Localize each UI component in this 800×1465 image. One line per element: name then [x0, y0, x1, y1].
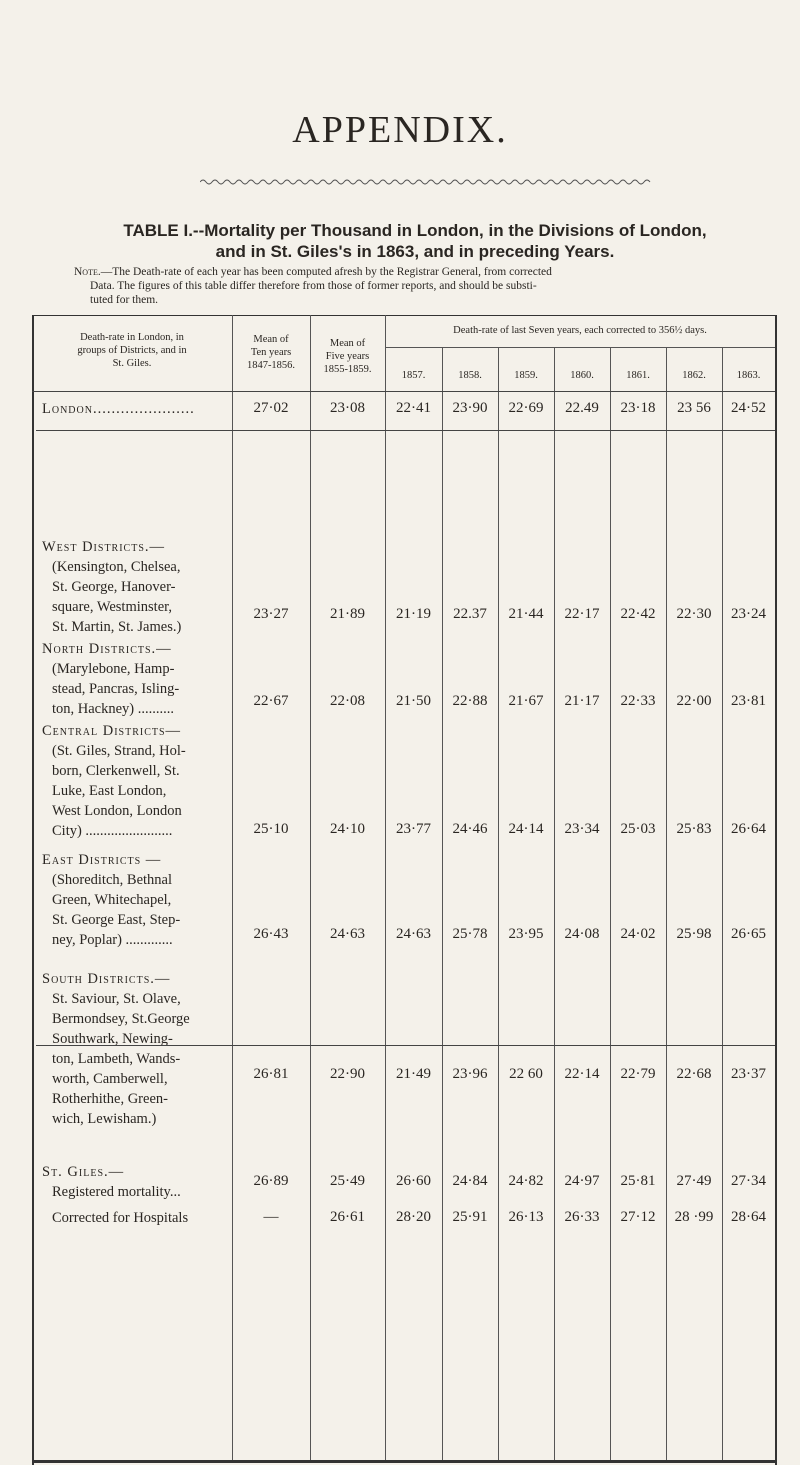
table-cell: 22·41 — [396, 400, 431, 416]
row-label-line: St. Martin, St. James.) — [52, 619, 182, 635]
table-border-top — [32, 315, 775, 316]
table-cell: 22·00 — [676, 693, 712, 709]
table-cell: 22·69 — [508, 400, 544, 416]
table-cell: 22·30 — [676, 606, 712, 622]
table-cell: 26·64 — [731, 821, 766, 837]
row-rule — [36, 430, 775, 431]
row-label — [42, 721, 230, 841]
table-cell: 23·90 — [452, 400, 488, 416]
table-cell: 21·89 — [330, 606, 365, 622]
table-cell: 24·63 — [330, 926, 365, 942]
row-group-heading: East Districts — — [42, 852, 162, 868]
table-cell: 22.37 — [453, 606, 487, 622]
note-line1: —The Death-rate of each year has been computed afresh by the Registrar General, from corrected — [100, 266, 552, 278]
table-cell: 23·34 — [564, 821, 600, 837]
table-cell: 22 60 — [509, 1066, 543, 1082]
table-cell: 27·02 — [253, 400, 289, 416]
row-label-line: (Kensington, Chelsea, — [52, 559, 181, 575]
header-area: Death-rate in London, in groups of Districts, and in St. Giles. — [77, 332, 187, 369]
table-cell: 27·34 — [731, 1173, 766, 1189]
row-label-line: St. George, Hanover- — [52, 579, 176, 595]
table-cell: 26·33 — [564, 1209, 600, 1225]
row-label-line: (St. Giles, Strand, Hol- — [52, 743, 186, 759]
header-sub-rule — [385, 347, 775, 348]
table-cell: 25·03 — [620, 821, 656, 837]
table-cell: 28 ·99 — [674, 1209, 714, 1225]
header-year: 1857. — [401, 370, 426, 381]
row-label-line: Luke, East London, — [52, 783, 167, 799]
table-title-line2: and in St. Giles's in 1863, and in preceding Years. — [215, 242, 615, 261]
row-label-line: Rotherhithe, Green- — [52, 1091, 168, 1107]
page-heading: APPENDIX. — [292, 109, 508, 151]
column-rule — [442, 347, 443, 1460]
table-cell: — — [263, 1209, 279, 1225]
column-rule — [310, 315, 311, 1460]
table-border-right — [775, 315, 777, 1465]
row-label-line: born, Clerkenwell, St. — [52, 763, 180, 779]
table-cell: 23·27 — [253, 606, 289, 622]
header-seven-years: Death-rate of last Seven years, each corrected to 356½ days. — [453, 325, 707, 336]
header-year: 1862. — [682, 370, 706, 381]
header-year: 1860. — [570, 370, 594, 381]
table-cell: 24·52 — [731, 400, 766, 416]
mortality-table — [32, 315, 775, 1465]
row-group-heading: West Districts.— — [42, 539, 166, 555]
table-cell: 22·68 — [676, 1066, 712, 1082]
column-rule — [554, 347, 555, 1460]
table-cell: 26·89 — [253, 1173, 289, 1189]
table-cell: 22·42 — [620, 606, 656, 622]
table-cell: 25·81 — [620, 1173, 656, 1189]
note-line2: Data. The figures of this table differ therefore from those of former reports, and should be substi- — [90, 280, 537, 292]
row-rule — [36, 1045, 775, 1046]
table-cell: 24·46 — [452, 821, 488, 837]
row-label-line: Bermondsey, St.George — [52, 1011, 190, 1027]
table-cell: 23·77 — [396, 821, 431, 837]
table-cell: 25·98 — [676, 926, 712, 942]
row-label-line: London...................... — [42, 401, 195, 417]
table-cell: 24·02 — [620, 926, 656, 942]
table-note — [74, 265, 766, 307]
table-cell: 21·19 — [396, 606, 431, 622]
table-cell: 21·50 — [396, 693, 431, 709]
row-label — [42, 850, 230, 950]
table-cell: 22·17 — [564, 606, 600, 622]
column-rule — [722, 347, 723, 1460]
row-label-line: Southwark, Newing- — [52, 1031, 173, 1047]
row-label — [42, 639, 230, 719]
wavy-rule-ornament — [200, 178, 652, 186]
table-cell: 21·67 — [508, 693, 544, 709]
row-label-line: St. Saviour, St. Olave, — [52, 991, 181, 1007]
table-border-bottom — [32, 1460, 777, 1463]
table-cell: 23·81 — [731, 693, 766, 709]
table-cell: 23·37 — [731, 1066, 766, 1082]
table-cell: 23·08 — [330, 400, 365, 416]
table-cell: 23·96 — [452, 1066, 488, 1082]
row-label-line: Registered mortality... — [52, 1184, 181, 1200]
table-cell: 24·63 — [396, 926, 431, 942]
row-label-line: ton, Lambeth, Wands- — [52, 1051, 181, 1067]
row-label-line: Green, Whitechapel, — [52, 892, 172, 908]
table-cell: 25·49 — [330, 1173, 365, 1189]
row-group-heading: St. Giles.— — [42, 1164, 125, 1180]
row-label — [42, 399, 230, 419]
table-cell: 23·18 — [620, 400, 656, 416]
table-cell: 25·10 — [253, 821, 289, 837]
row-label-line: stead, Pancras, Isling- — [52, 681, 180, 697]
table-title-line1: TABLE I.--Mortality per Thousand in London, in the Divisions of London, — [123, 221, 707, 240]
table-cell: 25·78 — [452, 926, 488, 942]
header-year: 1861. — [626, 370, 650, 381]
note-label: Note. — [74, 266, 101, 278]
row-label-line: West London, London — [52, 803, 182, 819]
header-mean-ten: Mean of Ten years 1847-1856. — [246, 334, 296, 371]
table-cell: 24·10 — [330, 821, 365, 837]
row-label-line: (Shoreditch, Bethnal — [52, 872, 173, 888]
row-label-line: (Marylebone, Hamp- — [52, 661, 175, 677]
table-cell: 24·82 — [508, 1173, 544, 1189]
row-label-line: Corrected for Hospitals — [52, 1210, 189, 1226]
table-cell: 23 56 — [677, 400, 711, 416]
table-cell: 25·83 — [676, 821, 712, 837]
row-label — [42, 1208, 230, 1228]
column-rule — [610, 347, 611, 1460]
column-rule — [666, 347, 667, 1460]
table-cell: 24·97 — [564, 1173, 600, 1189]
row-group-heading: South Districts.— — [42, 971, 171, 987]
row-group-heading: Central Districts— — [42, 723, 182, 739]
column-rule — [385, 315, 386, 1460]
table-cell: 22·67 — [253, 693, 289, 709]
table-cell: 26·81 — [253, 1066, 289, 1082]
table-cell: 23·95 — [508, 926, 544, 942]
row-group-heading: North Districts.— — [42, 641, 172, 657]
row-label — [42, 537, 230, 637]
table-cell: 21·44 — [508, 606, 544, 622]
table-cell: 26·61 — [330, 1209, 365, 1225]
table-cell: 28·64 — [731, 1209, 766, 1225]
table-cell: 24·08 — [564, 926, 600, 942]
table-border-left — [32, 315, 34, 1465]
table-title — [70, 220, 760, 262]
table-cell: 24·14 — [508, 821, 544, 837]
row-label-line: worth, Camberwell, — [52, 1071, 168, 1087]
row-label-line: City) ........................ — [52, 823, 173, 839]
table-cell: 27·49 — [676, 1173, 712, 1189]
table-cell: 22·88 — [452, 693, 488, 709]
table-cell: 26·60 — [396, 1173, 431, 1189]
row-label-line: square, Westminster, — [52, 599, 173, 615]
row-label — [42, 1162, 230, 1202]
row-label-line: ney, Poplar) ............. — [52, 932, 173, 948]
table-cell: 21·49 — [396, 1066, 431, 1082]
column-rule — [498, 347, 499, 1460]
row-label — [42, 969, 230, 1129]
header-mean-five: Mean of Five years 1855-1859. — [323, 338, 372, 375]
table-cell: 26·65 — [731, 926, 766, 942]
table-cell: 25·91 — [452, 1209, 488, 1225]
note-line3: tuted for them. — [90, 294, 159, 306]
row-label-line: ton, Hackney) .......... — [52, 701, 175, 717]
table-cell: 22.49 — [565, 400, 599, 416]
table-cell: 22·08 — [330, 693, 365, 709]
header-year: 1859. — [514, 370, 538, 381]
table-cell: 28·20 — [396, 1209, 431, 1225]
table-cell: 22·14 — [564, 1066, 600, 1082]
table-cell: 21·17 — [564, 693, 600, 709]
row-label-line: wich, Lewisham.) — [52, 1111, 157, 1127]
table-cell: 23·24 — [731, 606, 766, 622]
table-cell: 22·79 — [620, 1066, 656, 1082]
row-label-line: St. George East, Step- — [52, 912, 181, 928]
header-bottom-rule — [32, 391, 775, 392]
header-year: 1858. — [458, 370, 482, 381]
table-cell: 26·43 — [253, 926, 289, 942]
table-cell: 27·12 — [620, 1209, 656, 1225]
table-cell: 22·33 — [620, 693, 656, 709]
table-cell: 24·84 — [452, 1173, 488, 1189]
table-cell: 26·13 — [508, 1209, 544, 1225]
header-year: 1863. — [736, 370, 761, 381]
column-rule — [232, 315, 233, 1460]
table-cell: 22·90 — [330, 1066, 365, 1082]
